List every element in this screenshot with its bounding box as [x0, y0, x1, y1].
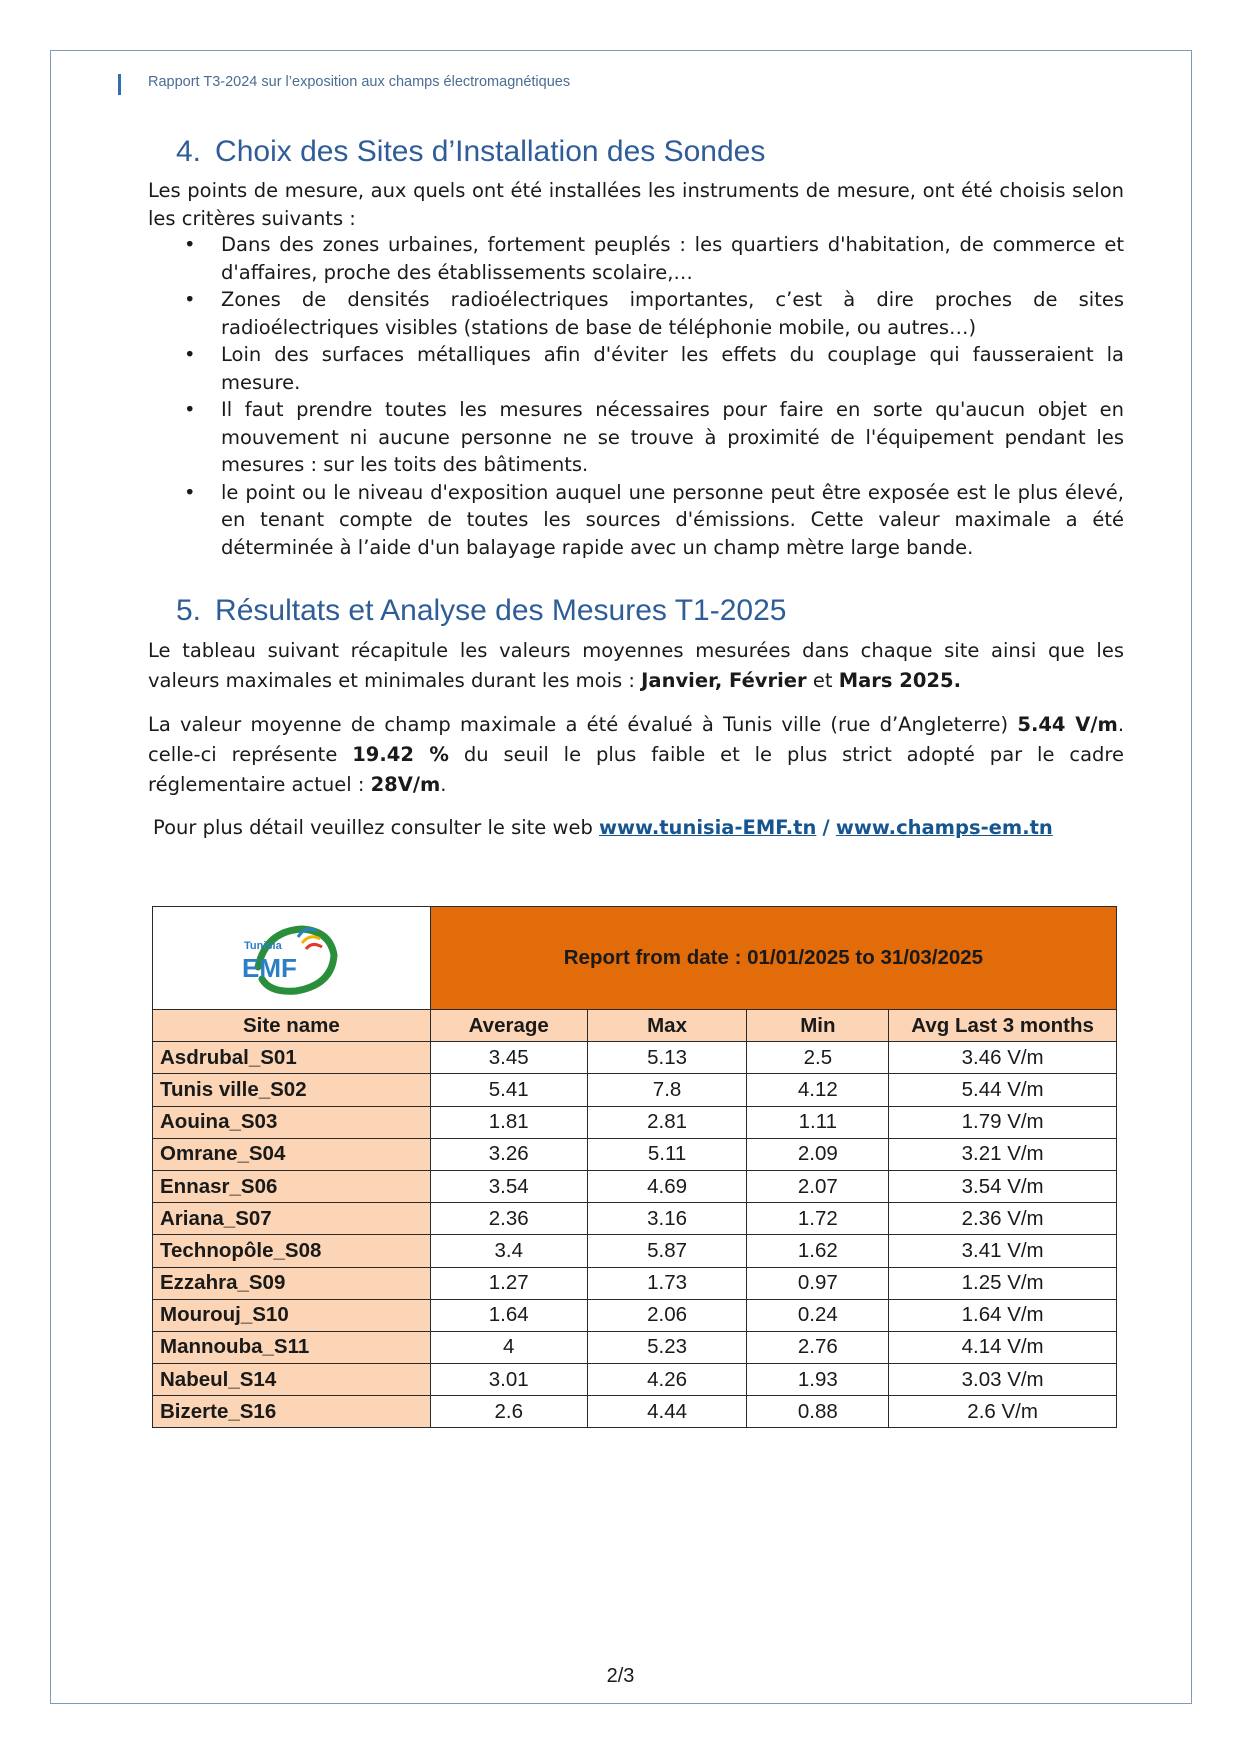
section-4-intro: Les points de mesure, aux quels ont été installées les instruments de mesure, ont été choisis selon les critères suivants : [148, 179, 1124, 230]
value-cell: 5.23 [587, 1331, 747, 1363]
section-5-number: 5. [176, 594, 202, 627]
header-accent-bar [118, 74, 121, 95]
value-cell: 3.41 V/m [889, 1235, 1117, 1267]
site-name-cell: Tunis ville_S02 [153, 1074, 431, 1106]
section-5-heading [176, 594, 786, 628]
criteria-item [148, 341, 1124, 396]
value-cell: 5.11 [587, 1138, 747, 1170]
logo-tunisia-text: Tunisia [244, 940, 283, 952]
column-header-avg-3-months: Avg Last 3 months [889, 1010, 1117, 1042]
bullet-icon: • [184, 398, 196, 421]
value-cell: 3.21 V/m [889, 1138, 1117, 1170]
limit-highlight: 28V/m [370, 773, 441, 796]
value-cell: 4.26 [587, 1364, 747, 1396]
value-cell: 3.46 V/m [889, 1042, 1117, 1074]
site-name-cell: Omrane_S04 [153, 1138, 431, 1170]
column-header-min: Min [747, 1010, 889, 1042]
tunisia-emf-link[interactable]: www.tunisia-EMF.tn [599, 816, 817, 839]
max-value-text: La valeur moyenne de champ maximale a été évalué à Tunis ville (rue d’Angleterre) [148, 713, 1009, 736]
value-cell: 1.64 V/m [889, 1299, 1117, 1331]
value-cell: 1.25 V/m [889, 1267, 1117, 1299]
results-intro-paragraph [148, 636, 1124, 696]
max-value-paragraph [148, 710, 1124, 800]
tunisia-emf-logo [236, 915, 346, 995]
criteria-text: Il faut prendre toutes les mesures nécessaires pour faire en sorte qu'aucun objet en mouvement ni aucune personne ne se trouve à proximité de l'équipement pendant les mesures : sur les toits des bâtiments. [221, 398, 1124, 476]
value-cell: 5.44 V/m [889, 1074, 1117, 1106]
running-header: Rapport T3-2024 sur l’exposition aux champs électromagnétiques [148, 74, 571, 90]
table-row [153, 1331, 1117, 1363]
value-cell: 3.45 [430, 1042, 587, 1074]
value-cell: 1.79 V/m [889, 1106, 1117, 1138]
value-cell: 0.97 [747, 1267, 889, 1299]
section-4-number: 4. [176, 135, 202, 168]
section-4-title: Choix des Sites d’Installation des Sondes [215, 135, 766, 168]
value-cell: 7.8 [587, 1074, 747, 1106]
value-cell: 2.06 [587, 1299, 747, 1331]
criteria-item [148, 479, 1124, 562]
value-cell: 4.44 [587, 1396, 747, 1428]
results-table [152, 906, 1117, 1428]
percent-highlight: 19.42 % [352, 743, 449, 766]
bullet-icon: • [184, 480, 196, 504]
value-cell: 2.6 V/m [889, 1396, 1117, 1428]
table-row [153, 1235, 1117, 1267]
report-date-banner: Report from date : 01/01/2025 to 31/03/2025 [430, 907, 1116, 1010]
value-cell: 3.54 V/m [889, 1170, 1117, 1202]
value-cell: 3.16 [587, 1203, 747, 1235]
value-cell: 5.13 [587, 1042, 747, 1074]
criteria-item [148, 396, 1124, 479]
value-cell: 4.14 V/m [889, 1331, 1117, 1363]
value-cell: 1.64 [430, 1299, 587, 1331]
page-number: 2/3 [606, 1665, 635, 1687]
value-cell: 3.54 [430, 1170, 587, 1202]
table-row [153, 1396, 1117, 1428]
value-cell: 1.81 [430, 1106, 587, 1138]
value-cell: 2.6 [430, 1396, 587, 1428]
column-header-site: Site name [153, 1010, 431, 1042]
table-header-row [153, 1010, 1117, 1042]
table-row [153, 1170, 1117, 1202]
value-cell: 4 [430, 1331, 587, 1363]
value-cell: 2.76 [747, 1331, 889, 1363]
value-cell: 1.72 [747, 1203, 889, 1235]
value-cell: 1.27 [430, 1267, 587, 1299]
value-cell: 1.11 [747, 1106, 889, 1138]
table-row [153, 1074, 1117, 1106]
table-body [153, 1042, 1117, 1428]
value-cell: 2.81 [587, 1106, 747, 1138]
criteria-text: le point ou le niveau d'exposition auquel une personne peut être exposée est le plus élevé, en tenant compte de toutes les sources d'émissions. Cette valeur maximale a été déterminée à l’aide d'un balayage rapide avec un champ mètre large bande. [221, 480, 1124, 559]
table-row [153, 1042, 1117, 1074]
website-text: Pour plus détail veuillez consulter le site web [153, 816, 593, 839]
value-cell: 0.88 [747, 1396, 889, 1428]
value-cell: 2.36 V/m [889, 1203, 1117, 1235]
max-value-text-2: . celle-ci représente [148, 713, 1125, 766]
value-cell: 1.93 [747, 1364, 889, 1396]
criteria-text: Loin des surfaces métalliques afin d'éviter les effets du couplage qui fausseraient la mesure. [221, 343, 1124, 394]
column-header-max: Max [587, 1010, 747, 1042]
site-name-cell: Technopôle_S08 [153, 1235, 431, 1267]
table-row [153, 1138, 1117, 1170]
value-cell: 5.41 [430, 1074, 587, 1106]
value-cell: 1.62 [747, 1235, 889, 1267]
table-row [153, 1267, 1117, 1299]
site-name-cell: Mourouj_S10 [153, 1299, 431, 1331]
column-header-average: Average [430, 1010, 587, 1042]
value-cell: 2.5 [747, 1042, 889, 1074]
section-4-heading [176, 135, 765, 169]
value-cell: 2.36 [430, 1203, 587, 1235]
value-cell: 4.12 [747, 1074, 889, 1106]
value-cell: 3.4 [430, 1235, 587, 1267]
site-name-cell: Ennasr_S06 [153, 1170, 431, 1202]
site-name-cell: Ezzahra_S09 [153, 1267, 431, 1299]
table-row [153, 1299, 1117, 1331]
site-name-cell: Aouina_S03 [153, 1106, 431, 1138]
value-cell: 1.73 [587, 1267, 747, 1299]
bullet-icon: • [184, 288, 196, 311]
website-paragraph [153, 814, 1129, 842]
months-highlight: Janvier, Février [641, 669, 807, 692]
site-name-cell: Bizerte_S16 [153, 1396, 431, 1428]
section-5-title: Résultats et Analyse des Mesures T1-2025 [215, 594, 787, 627]
value-cell: 2.07 [747, 1170, 889, 1202]
conjunction: et [812, 669, 833, 692]
bullet-icon: • [184, 343, 196, 366]
bullet-icon: • [184, 233, 196, 256]
table-row [153, 1106, 1117, 1138]
site-name-cell: Asdrubal_S01 [153, 1042, 431, 1074]
period: . [440, 773, 447, 796]
site-name-cell: Mannouba_S11 [153, 1331, 431, 1363]
month-highlight: Mars 2025. [838, 669, 961, 692]
criteria-text: Zones de densités radioélectriques importantes, c’est à dire proches de sites radioélectriques visibles (stations de base de téléphonie mobile, ou autres…) [221, 288, 1124, 339]
results-intro-text: Le tableau suivant récapitule les valeurs moyennes mesurées dans chaque site ainsi que les valeurs maximales et minimales durant les mois : [148, 639, 1124, 692]
link-separator: / [822, 816, 830, 839]
site-name-cell: Nabeul_S14 [153, 1364, 431, 1396]
table-row [153, 1203, 1117, 1235]
value-cell: 3.01 [430, 1364, 587, 1396]
max-value-highlight: 5.44 V/m [1017, 713, 1118, 736]
criteria-item [148, 286, 1124, 341]
value-cell: 5.87 [587, 1235, 747, 1267]
champs-em-link[interactable]: www.champs-em.tn [835, 816, 1053, 839]
logo-emf-text: EMF [242, 953, 298, 983]
criteria-item [148, 231, 1124, 286]
criteria-text: Dans des zones urbaines, fortement peuplés : les quartiers d'habitation, de commerce et d'affaires, proche des établissements scolaire,… [221, 233, 1124, 284]
table-row [153, 1364, 1117, 1396]
criteria-list [148, 231, 1124, 561]
max-value-text-3: du seuil le plus faible et le plus strict adopté par le cadre réglementaire actuel : [148, 743, 1124, 796]
value-cell: 3.26 [430, 1138, 587, 1170]
value-cell: 3.03 V/m [889, 1364, 1117, 1396]
logo-cell [153, 907, 431, 1010]
site-name-cell: Ariana_S07 [153, 1203, 431, 1235]
value-cell: 0.24 [747, 1299, 889, 1331]
value-cell: 4.69 [587, 1170, 747, 1202]
value-cell: 2.09 [747, 1138, 889, 1170]
